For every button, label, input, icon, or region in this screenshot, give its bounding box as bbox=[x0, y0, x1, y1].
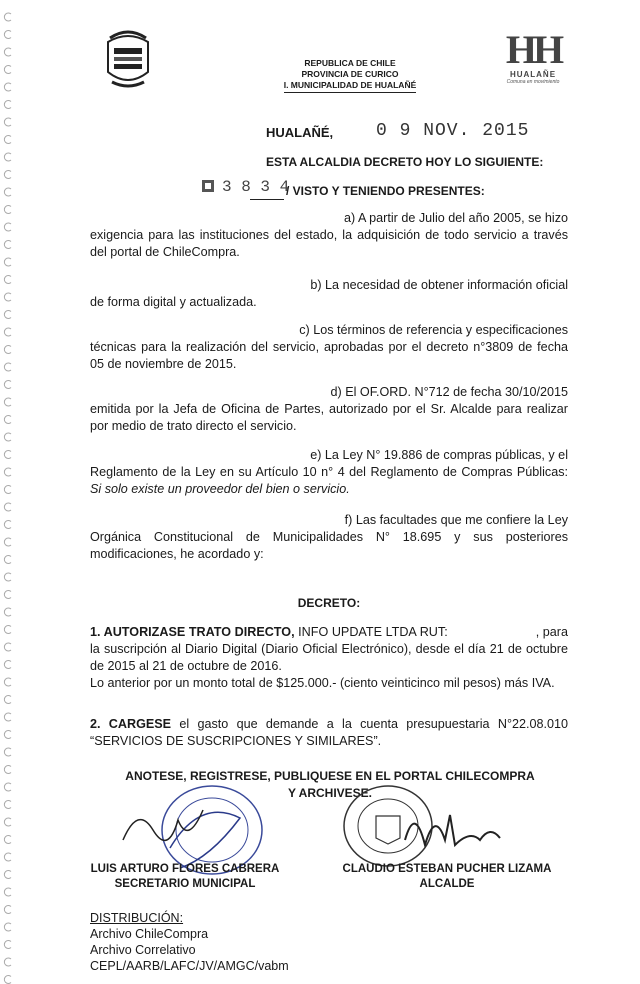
stamp-mark-icon bbox=[200, 178, 216, 194]
consideration-e-rest: Reglamento de la Ley en su Artículo 10 n° 4 del Reglamento de Compras Públicas: bbox=[90, 465, 568, 479]
item-2-heading: 2. CARGESE bbox=[90, 717, 172, 731]
decree-number: 3 8 3 4 bbox=[222, 178, 290, 196]
binding-hole bbox=[4, 591, 11, 599]
distribution-block bbox=[90, 910, 289, 974]
binding-hole bbox=[4, 31, 11, 39]
municipal-crest-logo bbox=[100, 28, 156, 92]
binding-hole bbox=[4, 888, 11, 896]
logo-letters: HH bbox=[505, 27, 561, 72]
item-2-text: el gasto que demande a la cuenta presupuestaria N°22.08.010 “SERVICIOS DE SUSCRIPCIONES Y SIMILARES”. bbox=[90, 717, 569, 748]
binding-hole bbox=[4, 468, 11, 476]
consideration-e-first: e) La Ley N° 19.886 de compras públicas, y el bbox=[310, 448, 568, 462]
binding-hole bbox=[4, 870, 11, 878]
binding-hole bbox=[4, 643, 11, 651]
decree-item-1 bbox=[90, 624, 568, 692]
binding-hole bbox=[4, 258, 11, 266]
binding-hole bbox=[4, 975, 11, 983]
binding-hole bbox=[4, 293, 11, 301]
item-1-amount: Lo anterior por un monto total de $125.000.- (ciento veinticinco mil pesos) más IVA. bbox=[90, 676, 555, 690]
consideration-b-rest: de forma digital y actualizada. bbox=[90, 295, 257, 309]
binding-hole bbox=[4, 678, 11, 686]
logo-name: HUALAÑE bbox=[509, 70, 557, 79]
binding-hole bbox=[4, 906, 11, 914]
binding-hole bbox=[4, 573, 11, 581]
header-block bbox=[250, 58, 450, 93]
city-label: HUALAÑÉ, bbox=[266, 125, 334, 140]
binding-hole bbox=[4, 276, 11, 284]
consideration-b bbox=[90, 277, 568, 311]
binding-hole bbox=[4, 958, 11, 966]
binding-hole bbox=[4, 363, 11, 371]
distribution-title: DISTRIBUCIÓN: bbox=[90, 911, 184, 925]
consideration-d-first: d) El OF.ORD. N°712 de fecha 30/10/2015 bbox=[330, 385, 568, 399]
intro-line: ESTA ALCALDIA DECRETO HOY LO SIGUIENTE: bbox=[266, 155, 544, 169]
signatory-right bbox=[332, 862, 562, 892]
hualane-logo bbox=[498, 27, 568, 85]
binding-hole bbox=[4, 118, 11, 126]
binding-hole bbox=[4, 188, 11, 196]
binding-hole bbox=[4, 521, 11, 529]
right-signatory-name: CLAUDIO ESTEBAN PUCHER LIZAMA bbox=[342, 863, 552, 875]
binding-hole bbox=[4, 625, 11, 633]
left-signatory-title: SECRETARIO MUNICIPAL bbox=[114, 878, 256, 890]
logo-tagline: Comuna en movimiento bbox=[506, 79, 560, 85]
consideration-a-first: a) A partir de Julio del año 2005, se hizo bbox=[343, 211, 568, 225]
consideration-c-first: c) Los términos de referencia y especificaciones bbox=[299, 323, 568, 337]
binding-hole bbox=[4, 13, 11, 21]
binding-hole bbox=[4, 311, 11, 319]
binding-hole bbox=[4, 766, 11, 774]
consideration-e-italic: Si solo existe un proveedor del bien o servicio. bbox=[90, 482, 350, 496]
binding-hole bbox=[4, 206, 11, 214]
binding-hole bbox=[4, 223, 11, 231]
distribution-line: Archivo Correlativo bbox=[90, 943, 196, 957]
consideration-c-rest: técnicas para la realización del servicio, aprobadas por el decreto n°3809 de fecha 05 de noviembre de 2015. bbox=[90, 340, 568, 371]
header-line-2: PROVINCIA DE CURICO bbox=[301, 69, 399, 79]
binding-hole bbox=[4, 381, 11, 389]
distribution-line: Archivo ChileCompra bbox=[90, 927, 209, 941]
binding-hole bbox=[4, 713, 11, 721]
binding-hole bbox=[4, 135, 11, 143]
header-line-3: I. MUNICIPALIDAD DE HUALAÑÉ bbox=[284, 80, 417, 93]
consideration-c bbox=[90, 322, 568, 373]
binding-hole bbox=[4, 818, 11, 826]
binding-hole bbox=[4, 783, 11, 791]
signature-right bbox=[400, 800, 510, 860]
consideration-f-rest: Orgánica Constitucional de Municipalidades N° 18.695 y sus posteriores modificaciones, he acordado y: bbox=[90, 530, 568, 561]
binding-hole bbox=[4, 661, 11, 669]
binding-hole bbox=[4, 696, 11, 704]
binding-hole bbox=[4, 416, 11, 424]
consideration-a bbox=[90, 210, 568, 261]
binding-hole bbox=[4, 730, 11, 738]
binding-hole bbox=[4, 450, 11, 458]
binding-hole bbox=[4, 65, 11, 73]
binding-hole bbox=[4, 836, 11, 844]
signature-left bbox=[118, 800, 208, 850]
stamped-date: 0 9 NOV. 2015 bbox=[376, 121, 530, 141]
decreto-title: DECRETO: bbox=[297, 596, 361, 610]
right-signatory-title: ALCALDE bbox=[419, 878, 475, 890]
binding-hole bbox=[4, 923, 11, 931]
binding-hole bbox=[4, 503, 11, 511]
binding-hole bbox=[4, 433, 11, 441]
binding-hole bbox=[4, 153, 11, 161]
binding-hole bbox=[4, 328, 11, 336]
binding-hole bbox=[4, 83, 11, 91]
binding-hole bbox=[4, 556, 11, 564]
binding-hole bbox=[4, 608, 11, 616]
binding-holes bbox=[0, 0, 20, 984]
binding-hole bbox=[4, 48, 11, 56]
consideration-d-rest: emitida por la Jefa de Oficina de Partes, autorizado por el Sr. Alcalde para realizar por medio de trato directo el servicio. bbox=[90, 402, 568, 433]
left-signatory-name: LUIS ARTURO FLORES CABRERA bbox=[90, 863, 280, 875]
decree-item-2 bbox=[90, 716, 568, 750]
consideration-b-first: b) La necesidad de obtener información oficial bbox=[310, 278, 568, 292]
signatory-left bbox=[90, 862, 280, 892]
item-1-heading: 1. AUTORIZASE TRATO DIRECTO, bbox=[90, 625, 295, 639]
binding-hole bbox=[4, 800, 11, 808]
binding-hole bbox=[4, 853, 11, 861]
binding-hole bbox=[4, 240, 11, 248]
binding-hole bbox=[4, 346, 11, 354]
binding-hole bbox=[4, 170, 11, 178]
number-underline bbox=[250, 199, 284, 200]
binding-hole bbox=[4, 941, 11, 949]
closing-line: ANOTESE, REGISTRESE, PUBLIQUESE EN EL PORTAL CHILECOMPRA Y ARCHIVESE. bbox=[125, 769, 535, 800]
binding-hole bbox=[4, 748, 11, 756]
binding-hole bbox=[4, 101, 11, 109]
consideration-e-rest-wrap bbox=[90, 464, 568, 498]
consideration-f bbox=[90, 512, 568, 563]
item-1-rut-label: INFO UPDATE LTDA RUT: bbox=[298, 625, 448, 639]
consideration-f-first: f) Las facultades que me confiere la Ley bbox=[344, 513, 568, 527]
consideration-d bbox=[90, 384, 568, 435]
distribution-line: CEPL/AARB/LAFC/JV/AMGC/vabm bbox=[90, 959, 289, 973]
binding-hole bbox=[4, 538, 11, 546]
header-line-1: REPUBLICA DE CHILE bbox=[304, 58, 396, 68]
visto-heading: / VISTO Y TENIENDO PRESENTES: bbox=[286, 184, 485, 198]
binding-hole bbox=[4, 398, 11, 406]
consideration-a-rest: exigencia para las instituciones del estado, la adquisición de todo servicio a través del portal de ChileCompra. bbox=[90, 228, 568, 259]
item-1-text: , para la suscripción al Diario Digital (Diario Oficial Electrónico), desde el día 21 de octubre de 2015 al 21 de octubre de 2016. bbox=[90, 625, 568, 673]
binding-hole bbox=[4, 485, 11, 493]
consideration-e bbox=[90, 447, 568, 498]
